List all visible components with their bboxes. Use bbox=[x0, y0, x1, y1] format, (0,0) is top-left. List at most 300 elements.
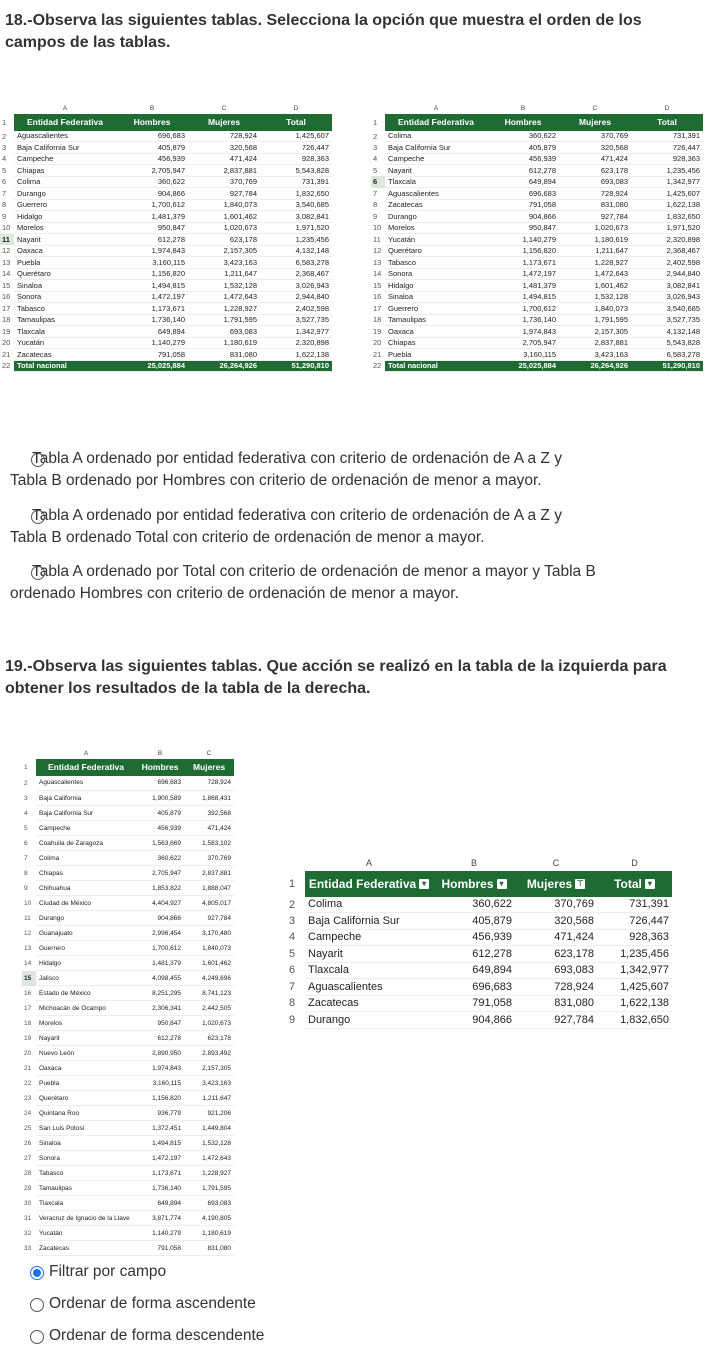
table-row bbox=[287, 995, 672, 1012]
cell-value: 1,900,589 bbox=[136, 791, 184, 806]
cell-value: 405,879 bbox=[433, 913, 515, 930]
cell-value: 2,306,341 bbox=[136, 1001, 184, 1016]
row-number: 27 bbox=[24, 1154, 32, 1162]
cell-value: 927,784 bbox=[188, 188, 260, 200]
row-number: 30 bbox=[24, 1199, 32, 1207]
table-row bbox=[0, 257, 332, 269]
cell-value: 1,532,128 bbox=[559, 291, 631, 303]
option-18c[interactable] bbox=[10, 561, 665, 605]
cell-value: 1,840,073 bbox=[559, 303, 631, 315]
table-row bbox=[0, 314, 332, 326]
cell-entidad: Tamaulipas bbox=[385, 314, 487, 326]
table-row bbox=[371, 211, 703, 223]
table-row bbox=[0, 337, 332, 349]
cell-value: 405,879 bbox=[116, 142, 188, 154]
cell-value: 1,342,977 bbox=[597, 962, 672, 979]
filter-dropdown-icon[interactable]: ▾ bbox=[645, 879, 655, 889]
cell-value: 612,278 bbox=[136, 1031, 184, 1046]
cell-entidad: Veracruz de Ignacio de la Llave bbox=[36, 1211, 136, 1226]
cell-value: 1,020,673 bbox=[559, 222, 631, 234]
cell-value: 26,264,926 bbox=[559, 360, 631, 372]
row-number: 5 bbox=[373, 165, 378, 175]
cell-value: 1,791,595 bbox=[559, 314, 631, 326]
cell-entidad: Zacatecas bbox=[14, 349, 116, 361]
cell-value: 1,868,431 bbox=[184, 791, 234, 806]
table-left bbox=[22, 748, 234, 1256]
row-number: 8 bbox=[2, 200, 7, 210]
row-number: 19 bbox=[373, 326, 382, 336]
row-number: 15 bbox=[2, 280, 11, 290]
cell-value: 1,622,138 bbox=[597, 995, 672, 1012]
table-row bbox=[22, 1136, 234, 1151]
cell-entidad: Estado de México bbox=[36, 986, 136, 1001]
cell-value: 456,939 bbox=[136, 821, 184, 836]
table-row bbox=[371, 257, 703, 269]
cell-value: 1,180,619 bbox=[559, 234, 631, 246]
cell-value: 3,082,841 bbox=[260, 211, 332, 223]
column-letter: B bbox=[470, 857, 477, 868]
cell-value: 693,083 bbox=[184, 1196, 234, 1211]
row-number: 16 bbox=[24, 989, 32, 997]
row-number: 33 bbox=[24, 1244, 32, 1252]
row-number: 2 bbox=[289, 898, 296, 911]
cell-value: 2,368,467 bbox=[631, 245, 703, 257]
cell-value: 1,156,820 bbox=[487, 245, 559, 257]
cell-value: 320,568 bbox=[559, 142, 631, 154]
cell-value: 950,847 bbox=[116, 222, 188, 234]
cell-value: 456,939 bbox=[487, 153, 559, 165]
cell-entidad: Hidalgo bbox=[385, 280, 487, 292]
table-row bbox=[371, 268, 703, 280]
row-number: 16 bbox=[2, 292, 11, 302]
cell-value: 831,080 bbox=[515, 995, 597, 1012]
cell-value: 370,769 bbox=[515, 897, 597, 913]
cell-value: 1,736,140 bbox=[487, 314, 559, 326]
row-number: 24 bbox=[24, 1109, 32, 1117]
cell-value: 3,527,735 bbox=[260, 314, 332, 326]
header-entidad: Entidad Federativa bbox=[385, 114, 487, 131]
table-row bbox=[371, 131, 703, 142]
table-row bbox=[371, 303, 703, 315]
option-18a[interactable] bbox=[10, 448, 665, 492]
row-number: 32 bbox=[24, 1229, 32, 1237]
cell-entidad: Ciudad de México bbox=[36, 896, 136, 911]
row-number: 12 bbox=[373, 246, 382, 256]
column-letter: A bbox=[62, 104, 68, 112]
row-number: 19 bbox=[24, 1034, 32, 1042]
cell-value: 2,320,898 bbox=[260, 337, 332, 349]
row-number: 7 bbox=[373, 188, 378, 198]
table-row bbox=[371, 245, 703, 257]
cell-value: 405,879 bbox=[487, 142, 559, 154]
cell-entidad: Nuevo León bbox=[36, 1046, 136, 1061]
cell-value: 623,178 bbox=[515, 946, 597, 963]
cell-value: 1,425,607 bbox=[597, 979, 672, 996]
row-number: 3 bbox=[373, 142, 378, 152]
cell-value: 791,058 bbox=[116, 349, 188, 361]
cell-entidad: Coahuila de Zaragoza bbox=[36, 836, 136, 851]
header-entidad: Entidad Federativa bbox=[36, 759, 136, 776]
cell-entidad: Tabasco bbox=[36, 1166, 136, 1181]
cell-value: 1,700,612 bbox=[136, 941, 184, 956]
cell-value: 1,791,595 bbox=[184, 1181, 234, 1196]
cell-value: 1,020,673 bbox=[184, 1016, 234, 1031]
filter-dropdown-icon[interactable]: ▾ bbox=[419, 879, 429, 889]
row-number: 5 bbox=[289, 947, 296, 960]
cell-value: 3,540,685 bbox=[631, 303, 703, 315]
cell-value: 726,447 bbox=[631, 142, 703, 154]
table-row bbox=[22, 821, 234, 836]
row-number: 21 bbox=[24, 1064, 32, 1072]
table-row bbox=[371, 199, 703, 211]
column-letter: C bbox=[221, 104, 227, 112]
row-number: 1 bbox=[373, 117, 378, 127]
row-number: 17 bbox=[2, 303, 11, 313]
column-letter: B bbox=[520, 104, 526, 112]
cell-value: 928,363 bbox=[631, 153, 703, 165]
cell-value: 1,140,279 bbox=[487, 234, 559, 246]
cell-value: 2,837,881 bbox=[188, 165, 260, 177]
cell-entidad: Nayarit bbox=[14, 234, 116, 246]
cell-value: 927,784 bbox=[515, 1012, 597, 1029]
row-number: 3 bbox=[24, 794, 28, 802]
cell-entidad: Guerrero bbox=[36, 941, 136, 956]
cell-entidad: Zacatecas bbox=[385, 199, 487, 211]
cell-entidad: Aguascalientes bbox=[14, 131, 116, 142]
cell-value: 471,424 bbox=[515, 929, 597, 946]
cell-value: 2,893,492 bbox=[184, 1046, 234, 1061]
row-number: 14 bbox=[373, 269, 382, 279]
header-total-label: Total bbox=[614, 876, 642, 891]
cell-entidad: Sinaloa bbox=[14, 280, 116, 292]
cell-value: 2,944,840 bbox=[631, 268, 703, 280]
cell-value: 1,472,197 bbox=[136, 1151, 184, 1166]
column-letter: A bbox=[83, 749, 89, 757]
cell-entidad: Chiapas bbox=[36, 866, 136, 881]
cell-entidad: Campeche bbox=[385, 153, 487, 165]
table-row bbox=[22, 776, 234, 791]
row-number: 7 bbox=[24, 854, 28, 862]
header-entidad: Entidad Federativa bbox=[14, 114, 116, 131]
cell-value: 1,532,128 bbox=[184, 1136, 234, 1151]
filter-dropdown-icon[interactable]: ▾ bbox=[497, 879, 507, 889]
header-entidad-label: Entidad Federativa bbox=[308, 876, 417, 891]
cell-value: 1,140,279 bbox=[136, 1226, 184, 1241]
option-19b[interactable]: Ordenar de forma ascendente bbox=[49, 1295, 256, 1312]
cell-value: 623,178 bbox=[184, 1031, 234, 1046]
cell-entidad: Baja California Sur bbox=[36, 806, 136, 821]
row-number: 12 bbox=[24, 929, 32, 937]
column-letter: B bbox=[157, 749, 163, 757]
cell-entidad: Total nacional bbox=[385, 360, 487, 372]
row-number: 4 bbox=[2, 154, 7, 164]
table-row bbox=[0, 326, 332, 338]
cell-value: 649,894 bbox=[487, 176, 559, 188]
cell-value: 936,779 bbox=[136, 1106, 184, 1121]
cell-value: 2,705,947 bbox=[116, 165, 188, 177]
table-row bbox=[22, 941, 234, 956]
cell-value: 360,622 bbox=[116, 176, 188, 188]
cell-entidad: Campeche bbox=[36, 821, 136, 836]
cell-value: 1,563,669 bbox=[136, 836, 184, 851]
option-radio-19c[interactable] bbox=[30, 1330, 44, 1344]
cell-value: 731,391 bbox=[260, 176, 332, 188]
cell-value: 1,472,643 bbox=[188, 291, 260, 303]
cell-entidad: Yucatán bbox=[36, 1226, 136, 1241]
cell-entidad: Guerrero bbox=[14, 199, 116, 211]
option-18b[interactable] bbox=[10, 505, 665, 549]
cell-value: 1,449,804 bbox=[184, 1121, 234, 1136]
column-letter: D bbox=[631, 857, 638, 868]
row-number: 23 bbox=[24, 1094, 32, 1102]
cell-value: 1,425,607 bbox=[260, 131, 332, 142]
row-number: 1 bbox=[2, 117, 7, 127]
cell-value: 3,160,115 bbox=[116, 257, 188, 269]
question-18-title: 18.-Observa las siguientes tablas. Selecciona la opción que muestra el orden de los campos de las tablas. bbox=[5, 12, 642, 51]
row-number: 15 bbox=[22, 971, 36, 986]
cell-value: 26,264,926 bbox=[188, 360, 260, 372]
cell-value: 6,583,278 bbox=[260, 257, 332, 269]
cell-entidad: Sonora bbox=[36, 1151, 136, 1166]
row-number: 10 bbox=[24, 899, 32, 907]
cell-entidad: Morelos bbox=[385, 222, 487, 234]
cell-value: 392,568 bbox=[184, 806, 234, 821]
cell-value: 25,025,884 bbox=[487, 360, 559, 372]
cell-value: 2,157,305 bbox=[188, 245, 260, 257]
cell-value: 1,156,820 bbox=[116, 268, 188, 280]
question-19-title: 19.-Observa las siguientes tablas. Que acción se realizó en la tabla de la izquierda para obtener los resultados de la tabla de la derecha. bbox=[5, 658, 667, 697]
cell-value: 1,472,643 bbox=[184, 1151, 234, 1166]
cell-value: 360,622 bbox=[487, 131, 559, 142]
row-number: 26 bbox=[24, 1139, 32, 1147]
cell-value: 1,173,671 bbox=[136, 1166, 184, 1181]
cell-entidad: Puebla bbox=[14, 257, 116, 269]
cell-value: 693,083 bbox=[559, 176, 631, 188]
cell-value: 3,527,735 bbox=[631, 314, 703, 326]
option-19a[interactable]: Filtrar por campo bbox=[49, 1263, 167, 1280]
row-number: 12 bbox=[2, 246, 11, 256]
cell-entidad: Querétaro bbox=[36, 1091, 136, 1106]
cell-value: 1,228,927 bbox=[184, 1166, 234, 1181]
cell-entidad: Zacatecas bbox=[305, 995, 433, 1012]
cell-value: 2,890,950 bbox=[136, 1046, 184, 1061]
cell-value: 904,866 bbox=[487, 211, 559, 223]
table-row bbox=[0, 188, 332, 200]
cell-value: 1,481,379 bbox=[116, 211, 188, 223]
table-row bbox=[287, 946, 672, 963]
table-row bbox=[371, 314, 703, 326]
row-number: 17 bbox=[24, 1004, 32, 1012]
cell-value: 791,058 bbox=[433, 995, 515, 1012]
cell-value: 2,705,947 bbox=[136, 866, 184, 881]
table-row bbox=[371, 222, 703, 234]
cell-value: 1,342,977 bbox=[631, 176, 703, 188]
table-row bbox=[371, 153, 703, 165]
cell-value: 791,058 bbox=[487, 199, 559, 211]
header-mujeres bbox=[515, 871, 597, 897]
cell-entidad: Hidalgo bbox=[36, 956, 136, 971]
cell-value: 2,157,305 bbox=[184, 1061, 234, 1076]
cell-entidad: Tamaulipas bbox=[36, 1181, 136, 1196]
cell-value: 612,278 bbox=[433, 946, 515, 963]
cell-value: 1,736,140 bbox=[136, 1181, 184, 1196]
table-row bbox=[0, 211, 332, 223]
cell-value: 1,494,815 bbox=[487, 291, 559, 303]
table-row bbox=[371, 234, 703, 246]
table-row bbox=[22, 1166, 234, 1181]
row-number: 14 bbox=[24, 959, 32, 967]
row-number: 15 bbox=[373, 280, 382, 290]
cell-entidad: Oaxaca bbox=[385, 326, 487, 338]
header-mujeres: Mujeres bbox=[184, 759, 234, 776]
table-row bbox=[371, 280, 703, 292]
cell-entidad: Tlaxcala bbox=[385, 176, 487, 188]
cell-value: 726,447 bbox=[597, 913, 672, 930]
cell-value: 1,791,595 bbox=[188, 314, 260, 326]
cell-value: 1,472,197 bbox=[116, 291, 188, 303]
table-row bbox=[0, 153, 332, 165]
cell-entidad: Aguascalientes bbox=[36, 776, 136, 791]
row-number: 1 bbox=[289, 877, 296, 890]
cell-value: 696,683 bbox=[116, 131, 188, 142]
cell-value: 1,700,612 bbox=[116, 199, 188, 211]
row-number: 8 bbox=[24, 869, 28, 877]
cell-value: 25,025,884 bbox=[116, 360, 188, 372]
column-letter: A bbox=[365, 857, 372, 868]
table-row bbox=[0, 131, 332, 142]
cell-value: 6,583,278 bbox=[631, 349, 703, 361]
cell-value: 1,840,073 bbox=[188, 199, 260, 211]
table-row bbox=[0, 222, 332, 234]
table-row bbox=[22, 986, 234, 1001]
row-number: 25 bbox=[24, 1124, 32, 1132]
header-hombres: Hombres bbox=[487, 114, 559, 131]
cell-entidad: Chiapas bbox=[385, 337, 487, 349]
table-row bbox=[371, 291, 703, 303]
option-radio-19b[interactable] bbox=[30, 1298, 44, 1312]
cell-value: 728,924 bbox=[188, 131, 260, 142]
table-row bbox=[371, 176, 703, 188]
table-row bbox=[0, 165, 332, 177]
row-number: 8 bbox=[373, 200, 378, 210]
row-number: 28 bbox=[24, 1169, 32, 1177]
cell-value: 1,481,379 bbox=[487, 280, 559, 292]
cell-value: 904,866 bbox=[136, 911, 184, 926]
cell-value: 1,971,520 bbox=[260, 222, 332, 234]
cell-value: 51,290,810 bbox=[260, 360, 332, 372]
cell-value: 1,235,456 bbox=[260, 234, 332, 246]
cell-entidad: Tlaxcala bbox=[36, 1196, 136, 1211]
cell-value: 831,080 bbox=[559, 199, 631, 211]
cell-value: 3,082,841 bbox=[631, 280, 703, 292]
cell-value: 791,058 bbox=[136, 1241, 184, 1256]
table-row bbox=[0, 303, 332, 315]
table-row bbox=[22, 971, 234, 986]
cell-value: 3,160,115 bbox=[136, 1076, 184, 1091]
header-hombres: Hombres bbox=[136, 759, 184, 776]
header-hombres-label: Hombres bbox=[441, 876, 494, 891]
cell-value: 320,568 bbox=[515, 913, 597, 930]
table-row bbox=[371, 142, 703, 154]
cell-value: 3,540,685 bbox=[260, 199, 332, 211]
cell-entidad: Zacatecas bbox=[36, 1241, 136, 1256]
table-row bbox=[22, 1076, 234, 1091]
header-total: Total bbox=[260, 114, 332, 131]
table-row bbox=[22, 836, 234, 851]
cell-value: 831,080 bbox=[184, 1241, 234, 1256]
cell-entidad: Sinaloa bbox=[385, 291, 487, 303]
option-19c[interactable]: Ordenar de forma descendente bbox=[49, 1327, 265, 1344]
cell-value: 693,083 bbox=[188, 326, 260, 338]
row-number: 13 bbox=[373, 257, 382, 267]
cell-value: 1,974,843 bbox=[116, 245, 188, 257]
table-row bbox=[22, 1241, 234, 1256]
row-number: 20 bbox=[24, 1049, 32, 1057]
cell-entidad: Oaxaca bbox=[14, 245, 116, 257]
table-row bbox=[371, 337, 703, 349]
row-number: 3 bbox=[289, 914, 296, 927]
cell-value: 471,424 bbox=[188, 153, 260, 165]
cell-value: 1,832,650 bbox=[260, 188, 332, 200]
table-row bbox=[0, 268, 332, 280]
option-radio-19a[interactable] bbox=[30, 1266, 44, 1280]
column-letter: D bbox=[664, 104, 670, 112]
cell-entidad: Yucatán bbox=[385, 234, 487, 246]
table-right-filtered bbox=[287, 855, 672, 1029]
table-row bbox=[22, 1121, 234, 1136]
cell-value: 1,211,647 bbox=[188, 268, 260, 280]
row-number: 6 bbox=[24, 839, 28, 847]
cell-value: 1,472,197 bbox=[487, 268, 559, 280]
row-number: 22 bbox=[24, 1079, 32, 1087]
table-row bbox=[22, 956, 234, 971]
cell-entidad: Colima bbox=[14, 176, 116, 188]
header-hombres: Hombres bbox=[116, 114, 188, 131]
cell-entidad: Guanajuato bbox=[36, 926, 136, 941]
table-row bbox=[0, 245, 332, 257]
row-number: 9 bbox=[24, 884, 28, 892]
table-row bbox=[0, 234, 332, 246]
header-total: Total bbox=[631, 114, 703, 131]
cell-value: 360,622 bbox=[136, 851, 184, 866]
cell-entidad: Baja California Sur bbox=[385, 142, 487, 154]
option-18a-line1: Tabla A ordenado por entidad federativa con criterio de ordenación de A a Z y bbox=[32, 450, 562, 467]
cell-value: 1,583,102 bbox=[184, 836, 234, 851]
cell-entidad: Durango bbox=[305, 1012, 433, 1029]
cell-value: 3,423,163 bbox=[559, 349, 631, 361]
cell-entidad: Guerrero bbox=[385, 303, 487, 315]
table-row bbox=[371, 349, 703, 361]
row-number: 11 bbox=[24, 914, 31, 922]
cell-entidad: Tlaxcala bbox=[14, 326, 116, 338]
table-row bbox=[287, 1012, 672, 1029]
table-b bbox=[371, 103, 703, 372]
cell-value: 1,180,619 bbox=[188, 337, 260, 349]
filter-active-icon[interactable]: ⊤ bbox=[576, 879, 584, 889]
table-row bbox=[22, 1001, 234, 1016]
column-letter: C bbox=[552, 857, 560, 868]
row-number: 8 bbox=[289, 997, 296, 1010]
cell-value: 4,190,805 bbox=[184, 1211, 234, 1226]
cell-entidad: Durango bbox=[36, 911, 136, 926]
cell-value: 950,847 bbox=[136, 1016, 184, 1031]
row-number: 29 bbox=[24, 1184, 32, 1192]
cell-value: 1,425,607 bbox=[631, 188, 703, 200]
cell-value: 1,888,047 bbox=[184, 881, 234, 896]
cell-value: 2,402,598 bbox=[260, 303, 332, 315]
cell-entidad: Quintana Roo bbox=[36, 1106, 136, 1121]
cell-value: 4,805,017 bbox=[184, 896, 234, 911]
